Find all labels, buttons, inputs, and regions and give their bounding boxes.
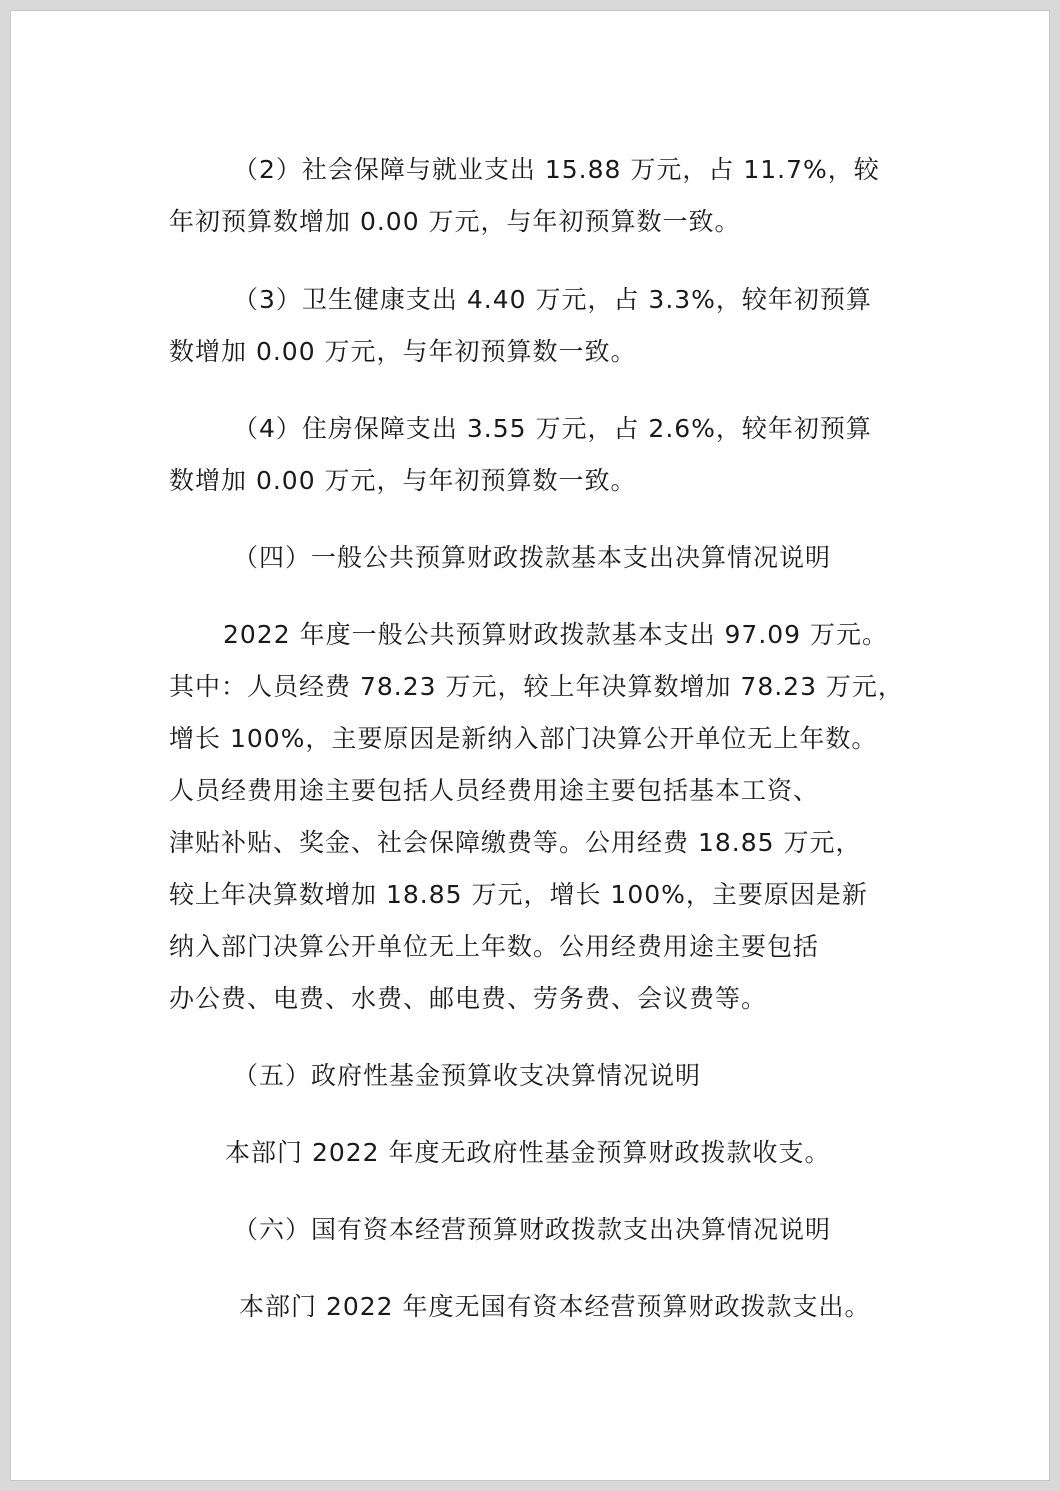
paragraph-state-capital: 本部门 2022 年度无国有资本经营预算财政拨款支出。 xyxy=(239,1292,871,1321)
paragraph-basic-expenditure-line-8: 办公费、电费、水费、邮电费、劳务费、会议费等。 xyxy=(169,984,768,1013)
paragraph-basic-expenditure-line-4: 人员经费用途主要包括人员经费用途主要包括基本工资、 xyxy=(169,776,820,805)
paragraph-health-line-2: 数增加 0.00 万元，与年初预算数一致。 xyxy=(169,337,637,366)
document-page xyxy=(10,10,1050,1481)
paragraph-basic-expenditure-line-5: 津贴补贴、奖金、社会保障缴费等。公用经费 18.85 万元， xyxy=(169,828,862,857)
section-heading-basic-expenditure: （四）一般公共预算财政拨款基本支出决算情况说明 xyxy=(233,543,832,572)
paragraph-basic-expenditure-line-2: 其中：人员经费 78.23 万元，较上年决算数增加 78.23 万元， xyxy=(169,672,904,701)
paragraph-social-security-line-1: （2）社会保障与就业支出 15.88 万元，占 11.7%，较 xyxy=(233,155,880,184)
paragraph-housing-line-2: 数增加 0.00 万元，与年初预算数一致。 xyxy=(169,466,637,495)
section-heading-government-fund: （五）政府性基金预算收支决算情况说明 xyxy=(233,1061,702,1090)
paragraph-housing-line-1: （4）住房保障支出 3.55 万元，占 2.6%，较年初预算 xyxy=(233,414,872,443)
paragraph-basic-expenditure-line-6: 较上年决算数增加 18.85 万元，增长 100%，主要原因是新 xyxy=(169,880,868,909)
paragraph-basic-expenditure-line-3: 增长 100%，主要原因是新纳入部门决算公开单位无上年数。 xyxy=(169,724,878,753)
paragraph-government-fund: 本部门 2022 年度无政府性基金预算财政拨款收支。 xyxy=(225,1138,831,1167)
paragraph-basic-expenditure-line-7: 纳入部门决算公开单位无上年数。公用经费用途主要包括 xyxy=(169,932,820,961)
section-heading-state-capital: （六）国有资本经营预算财政拨款支出决算情况说明 xyxy=(233,1215,832,1244)
paragraph-social-security-line-2: 年初预算数增加 0.00 万元，与年初预算数一致。 xyxy=(169,207,741,236)
paragraph-basic-expenditure-line-1: 2022 年度一般公共预算财政拨款基本支出 97.09 万元。 xyxy=(223,620,889,649)
paragraph-health-line-1: （3）卫生健康支出 4.40 万元，占 3.3%，较年初预算 xyxy=(233,285,872,314)
